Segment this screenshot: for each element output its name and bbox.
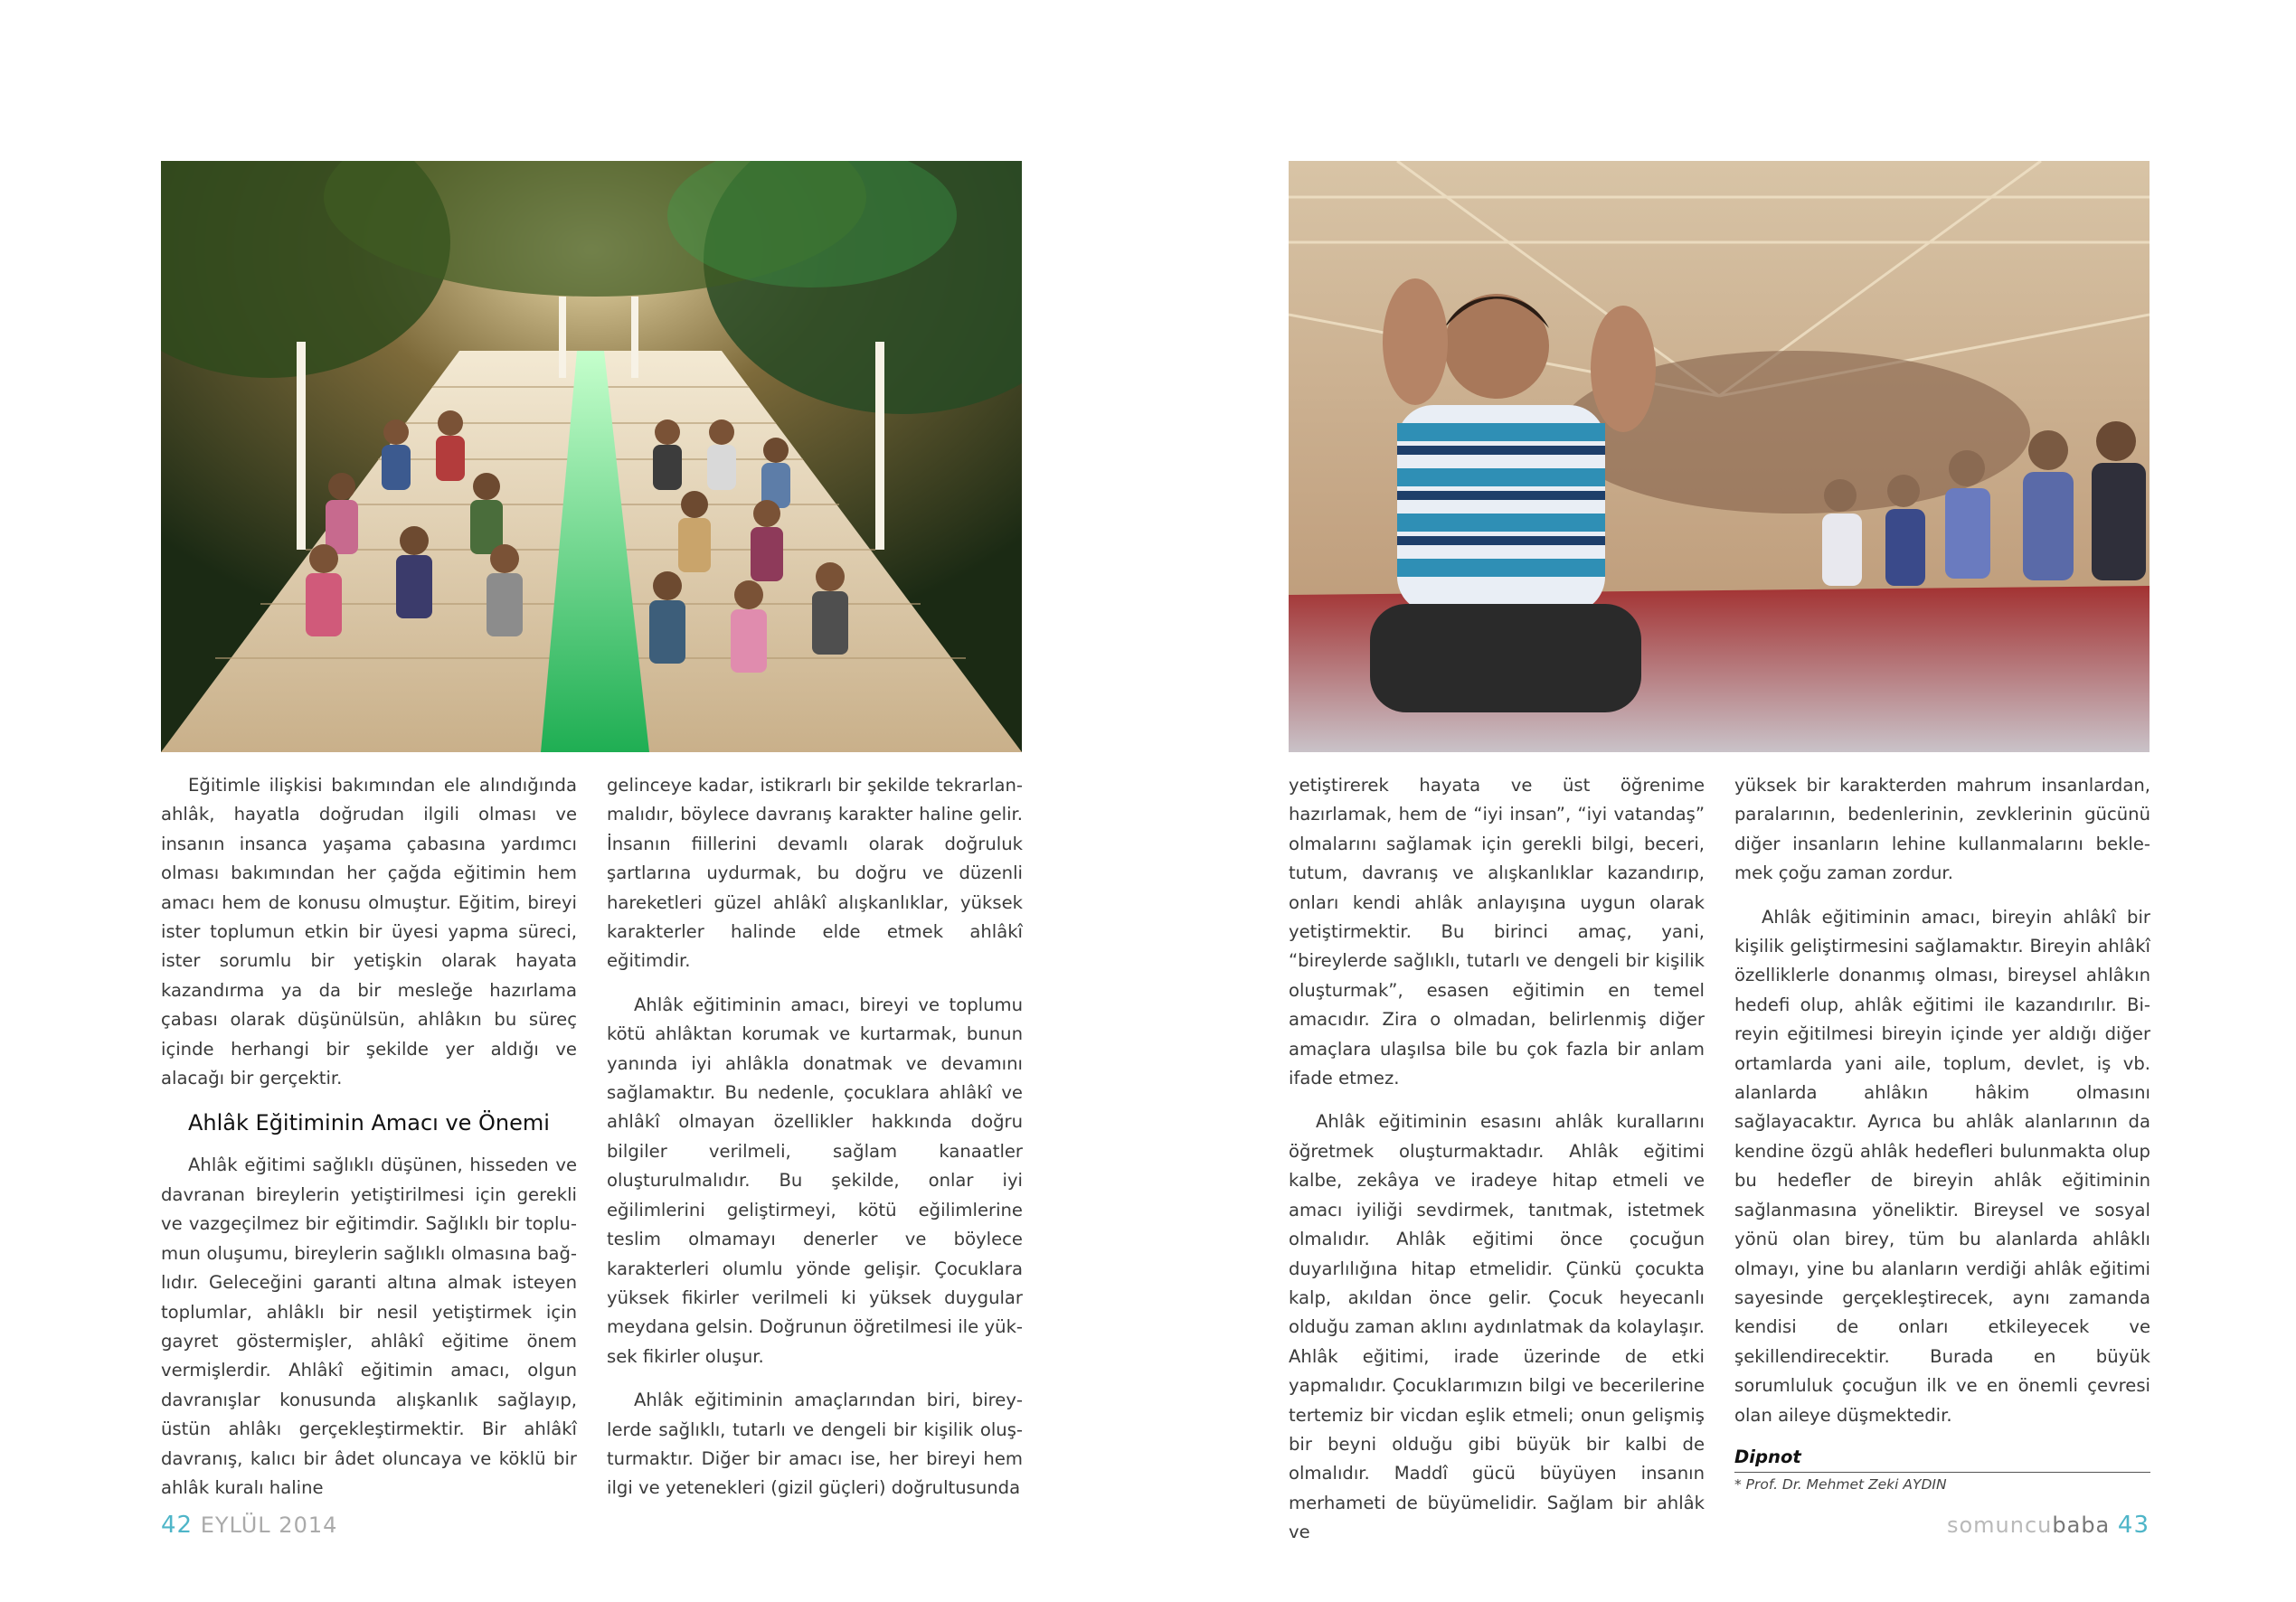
paragraph: Ahlâk eğitimi sağlıklı düşünen, hisseden ve davranan bireylerin yetiştirilmesi için gerekli ve vazgeçilmez bir eğitimdir. Sağlıklı bir toplumun oluşumu, bireylerin sağlıklı olmasına bağlıdır. Geleceğini garanti altına almak isteyen toplumlar, ahlâklı bir nesil yetiştirmek için gayret göstermişler, ahlâkî eğitime önem vermişlerdir. Ahlâkî eğitimin amacı, olgun davranışlar konusunda alışkanlık sağlayıp, üstün ahlâkı gerçekleştirmektir. Bir ahlâkî davranış, kalıcı bir âdet oluncaya ve köklü bir ahlâk kuralı haline bbox=[161, 1154, 577, 1498]
paragraph: Ahlâk eğitiminin amaçlarından biri, bireylerde sağlıklı, tutarlı ve dengeli bir kişilik oluşturmaktır. Diğer bir amacı ise, her bireyi hem ilgi ve yetenekleri (gizil güçleri) doğrultusunda bbox=[607, 1390, 1023, 1499]
paragraph: yüksek bir karakterden mahrum insanlardan, paralarının, bedenlerinin, zevklerinin gücünü diğer insanların lehine kullanmalarını beklemek çoğu zaman zordur. bbox=[1734, 775, 2150, 884]
paragraph: yetiştirerek hayata ve üst öğrenime hazırlamak, hem de “iyi insan”, “iyi vatandaş” olmalarını sağlamak için gerekli bilgi, beceri, tutum, davranış ve alışkanlıklar kazandırıp, onları kendi ahlâk anlayışına uygun olarak yetiştirmektir. Bu birinci amaç, yani, “bireylerde sağlıklı, tutarlı ve dengeli bir kişilik oluşturmak”, esasen eğitimin en temel amacıdır. Zira o olmadan, belirlenmiş diğer amaçlara ulaşılsa bile bu çok fazla bir anlam ifade etmez. bbox=[1289, 775, 1705, 1089]
left-page-number: 42 bbox=[161, 1512, 194, 1539]
footnote-text: * Prof. Dr. Mehmet Zeki AYDIN bbox=[1734, 1475, 1947, 1493]
paragraph: Ahlâk eğitiminin amacı, bireyin ahlâkî bir kişilik geliştirmesini sağlamaktır. Bireyin ahlâkî özelliklerle donanmış olması, bireysel ahlâkın hedefi olup, ahlâk eğitimi ile kazandırılır. Bireyin eğitilmesi bireyin içinde yer aldığı diğer ortamlarda yani aile, toplum, devlet, iş vb. alanlarda ahlâkın hâkim olmasını sağlayacaktır. Ayrıca bu ahlâk alanlarının da kendine özgü ahlâk hedefleri bulunmakta olup bu hedefler de bireyin ahlâk eğitiminin sağlanmasına yöneliktir. Bireysel ve sosyal yönü olan birey, tüm bu alanlarda ahlâklı olmayı, yine bu alanların verdiği ahlâk eğitimi sayesinde gerçekleştirecek, aynı zamanda kendisi de onları etkileyecek ve şekillendirecektir. Burada en büyük sorumluluk çocuğun ilk ve en önemli çevresi olan aileye düşmektedir. bbox=[1734, 906, 2150, 1426]
magazine-logo-part-1: somuncu bbox=[1946, 1512, 2053, 1538]
text-column-3 bbox=[1289, 771, 1705, 1562]
boy-praying-in-mosque-photo bbox=[1289, 161, 2150, 752]
issue-date: EYLÜL 2014 bbox=[200, 1512, 338, 1538]
footnote-title: Dipnot bbox=[1734, 1445, 2150, 1473]
section-heading: Ahlâk Eğitiminin Amacı ve Önemi bbox=[188, 1110, 550, 1136]
text-column-4 bbox=[1734, 771, 2150, 1496]
left-page-folio bbox=[161, 1512, 337, 1539]
right-page-folio bbox=[1947, 1512, 2150, 1539]
paragraph: gelinceye kadar, istikrarlı bir şekilde tekrarlanmalıdır, böylece davranış karakter haline gelir. İnsanın fiillerini devamlı olarak doğruluk şartlarına uydurmak, bu doğru ve düzenli hareketleri güzel ahlâkî alışkanlıklar, yüksek karakterler halinde elde etmek ahlâkî eğitimdir. bbox=[607, 775, 1023, 972]
paragraph: Ahlâk eğitiminin amacı, bireyi ve toplumu kötü ahlâktan korumak ve kurtarmak, bunun yanında iyi ahlâkla donatmak ve devamını sağlamaktır. Bu nedenle, çocuklara ahlâkî ve ahlâkî olmayan özellikler hakkında doğru bilgiler verilmeli, sağlam kanaatler oluşturulmalıdır. Bu şekilde, onlar iyi eğilimlerini geliştirmeyi, kötü eğilimlerine teslim olmamayı denerler ve böylece karakterleri olumlu yönde gelişir. Çocuklara yüksek fikirler verilmeli ki yüksek duygular meydana gelsin. Doğrunun öğretilmesi ile yüksek fikirler oluşur. bbox=[607, 994, 1023, 1367]
magazine-logo-part-2: baba bbox=[2052, 1512, 2111, 1538]
right-page-number: 43 bbox=[2117, 1512, 2150, 1539]
text-column-2 bbox=[607, 771, 1023, 1518]
children-on-mosque-stairs-photo bbox=[161, 161, 1022, 752]
paragraph: Ahlâk eğitiminin esasını ahlâk kurallarını öğretmek oluşturmaktadır. Ahlâk eğitimi kalbe, zekâya ve iradeye hitap etmeli ve amacı iyiliği sevdirmek, tanıtmak, istetmek olmalıdır. Ahlâk eğitimi önce çocuğun duyarlılığına hitap etmelidir. Çünkü çocukta kalp, akıldan önce gelir. Çocuk heyecanlı olduğu zaman aklını aydınlatmak da kolaylaşır. Ahlâk eğitimi, irade üzerinde de etki yapmalıdır. Çocuklarımızın bilgi ve becerilerine tertemiz bir vicdan eşlik etmeli; onun gelişmiş bir beyni olduğu gibi büyük bir kalbi de olmalıdır. Maddî gücü büyüyen insanın merhameti de büyümelidir. Sağlam bir ahlâk ve bbox=[1289, 1111, 1705, 1543]
text-column-1 bbox=[161, 771, 577, 1517]
paragraph: Eğitimle ilişkisi bakımından ele alındığında ahlâk, hayatla doğrudan ilgili olması ve insanın insanca yaşama çabasına yardımcı olması bakımından her çağda eğitimin hem amacı hem de konusu olmuştur. Eğitim, bireyi ister toplumun etkin bir üyesi yapma süreci, ister sorumlu bir yetişkin olarak hayata kazandırma ya da bir mesleğe hazırlama çabası olarak düşünülsün, ahlâkın bu süreç içinde herhangi bir şekilde yer aldığı ve alacağı bir gerçektir. bbox=[161, 775, 577, 1089]
